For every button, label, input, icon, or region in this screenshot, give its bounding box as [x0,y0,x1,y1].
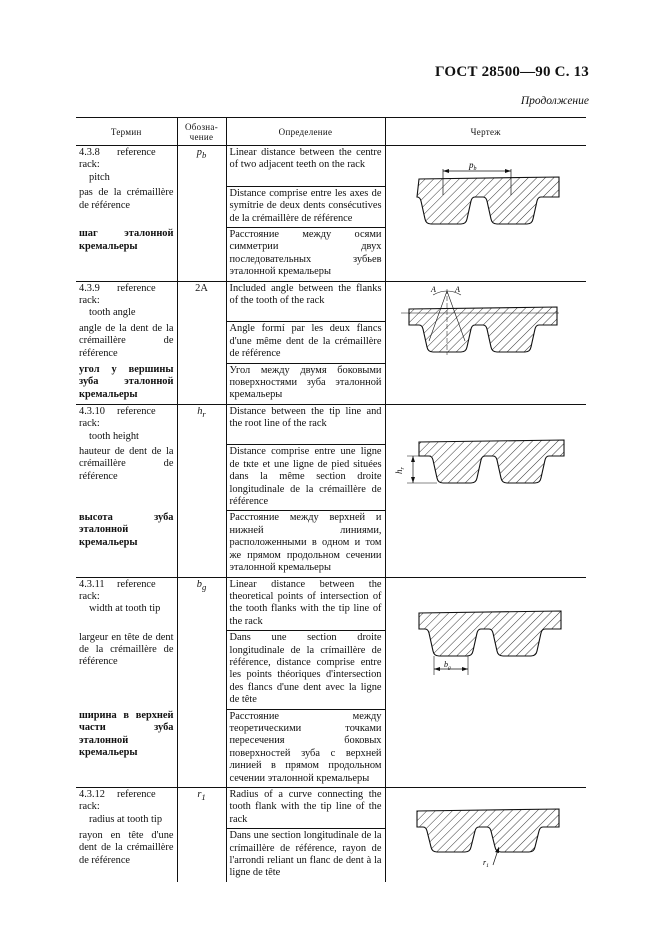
col-header-term: Термин [76,118,177,146]
term-en-line2: tooth height [89,430,139,442]
symbol: h [197,405,203,417]
term-en-line2: radius at tooth tip [89,813,163,825]
col-header-symbol-line1: Обозна- [184,121,219,132]
symbol-cell-empty [177,322,226,363]
definition-fr: Distance comprise entre une ligne de tкte et une ligne de pied situées dans la même section droite longitudinale de la crémaillère de référence [226,445,385,511]
term-fr: rayon en tête d'une dent de la crémaillère de référence [79,829,174,866]
term-en-line1: reference rack: [79,789,156,813]
symbol-cell-empty [177,445,226,511]
term-en-line1: reference rack: [79,578,156,602]
term-en-line1: reference rack: [79,282,156,306]
term-ru: угол у вершины зуба эталонной кремальеры [79,364,174,400]
definition-en: Included angle between the flanks of the tooth of the rack [226,281,385,322]
definition-en: Radius of a curve connecting the tooth flank with the tip line of the rack [226,788,385,829]
term-en-line1: reference rack: [79,405,156,430]
term-fr: hauteur de dent de la crémaillère de référence [79,445,174,482]
rack-drawing-pitch [389,147,584,247]
rack-drawing-width [389,579,584,689]
term-number: 4.3.11 [79,578,105,590]
term-number: 4.3.12 [79,789,105,800]
symbol: 2A [195,282,208,294]
table-row [76,788,586,829]
drawing-cell [385,281,586,404]
term-en-line2: width at tooth tip [89,603,161,615]
definition-en: Distance between the tip line and the root line of the rack [226,404,385,445]
term-fr: pas de la crémaillère de référence [79,187,174,211]
symbol-cell-empty [177,709,226,787]
symbol-cell [177,404,226,445]
term-en-cell [76,281,177,322]
drawing-label: $h_r$ [393,466,406,474]
definition-en: Linear distance between the centre of two adjacent teeth on the rack [226,146,385,187]
rack-angle-svg [389,283,589,383]
term-en-line2: pitch [89,171,110,183]
drawing-label: $b_g$ [443,659,451,671]
definition-ru: Расстояние между верхней и нижней линиями, расположенными в одном и том же прямом продольном сечении эталонной кремальеры [226,511,385,577]
term-number: 4.3.10 [79,405,105,417]
definition-ru: Расстояние между теоретическими точками пересечения боковых поверхностей зуба с верхней линией в прямом продольном сечении эталонной кремальеры [226,709,385,787]
table-row [76,281,586,322]
rack-pitch-svg [389,147,589,247]
symbol-cell [177,146,226,187]
symbol-cell [177,281,226,322]
term-number: 4.3.8 [79,147,100,158]
term-number: 4.3.9 [79,282,100,294]
col-header-drawing: Чертеж [385,118,586,146]
drawing-label: $r_1$ [482,858,489,869]
terms-table [76,117,586,882]
symbol: b [196,578,202,590]
definition-fr: Dans une section droite longitudinale de la crímaillère de référence, distance comprise entre les points théoriques d'intersection des flancs d'une dent avec la ligne de tête [226,631,385,709]
symbol-sub: 1 [201,792,206,803]
rack-drawing-angle [389,283,584,383]
symbol-sub: r [202,408,206,419]
drawing-cell [385,146,586,282]
symbol-cell-empty [177,829,226,882]
drawing-label: $p_b$ [468,160,476,172]
drawing-label-right: A [454,284,460,294]
term-en-cell [76,404,177,445]
col-header-symbol [177,118,226,146]
symbol-sub: g [201,581,207,592]
definition-fr: Angle formí par les deux flancs d'une même dent de la crémaillère de référence [226,322,385,363]
symbol-cell-empty [177,186,226,227]
definition-fr: Dans une section longitudinale de la crímaillère de référence, rayon de l'arrondi reliant un flanc de dent à la ligne de tête [226,829,385,882]
drawing-cell [385,788,586,882]
term-en-cell [76,146,177,187]
definition-en: Linear distance between the theoretical points of intersection of the tooth flanks with the tip line of the rack [226,577,385,631]
col-header-definition: Определение [226,118,385,146]
symbol-cell [177,788,226,829]
continuation-label: Продолжение [520,95,589,107]
term-ru: высота зуба эталонной кремальеры [79,511,174,548]
rack-width-svg [389,579,589,689]
rack-radius-svg [389,789,589,869]
term-en-cell [76,577,177,631]
term-ru: ширина в верхней части зуба эталонной кремальеры [79,710,174,759]
symbol-sub: b [201,150,207,161]
table-row [76,577,586,631]
definition-fr: Distance comprise entre les axes de symítrie de deux dents consécutives de la crémaillère de référence [226,186,385,227]
rack-drawing-height [389,406,584,516]
symbol: p [196,147,202,158]
symbol-cell-empty [177,363,226,404]
term-fr: largeur en tête de dent de la crémaillère de référence [79,631,174,668]
definition-ru: Расстояние между осями симметрии двух последовательных зубьев эталонной кремальеры [226,227,385,281]
drawing-label-left: A [430,284,436,294]
symbol-cell-empty [177,227,226,281]
symbol-cell-empty [177,511,226,577]
symbol-cell [177,577,226,631]
term-en-cell [76,788,177,829]
rack-drawing-radius [389,789,584,869]
table-header-row [76,118,586,146]
page-header: ГОСТ 28500—90 С. 13 [435,64,589,80]
drawing-cell [385,577,586,788]
symbol-cell-empty [177,631,226,709]
table-row [76,404,586,445]
col-header-symbol-line2: чение [189,131,214,142]
term-en-line1: reference rack: [79,147,156,171]
drawing-cell [385,404,586,577]
rack-height-svg [389,406,589,516]
term-ru: шаг эталонной кремальеры [79,228,174,252]
table-row [76,146,586,187]
definition-ru: Угол между двумя боковыми поверхностями зуба эталонной кремальеры [226,363,385,404]
symbol: r [197,789,202,800]
term-fr: angle de la dent de la crémaillère de référence [79,322,174,359]
term-en-line2: tooth angle [89,307,136,319]
